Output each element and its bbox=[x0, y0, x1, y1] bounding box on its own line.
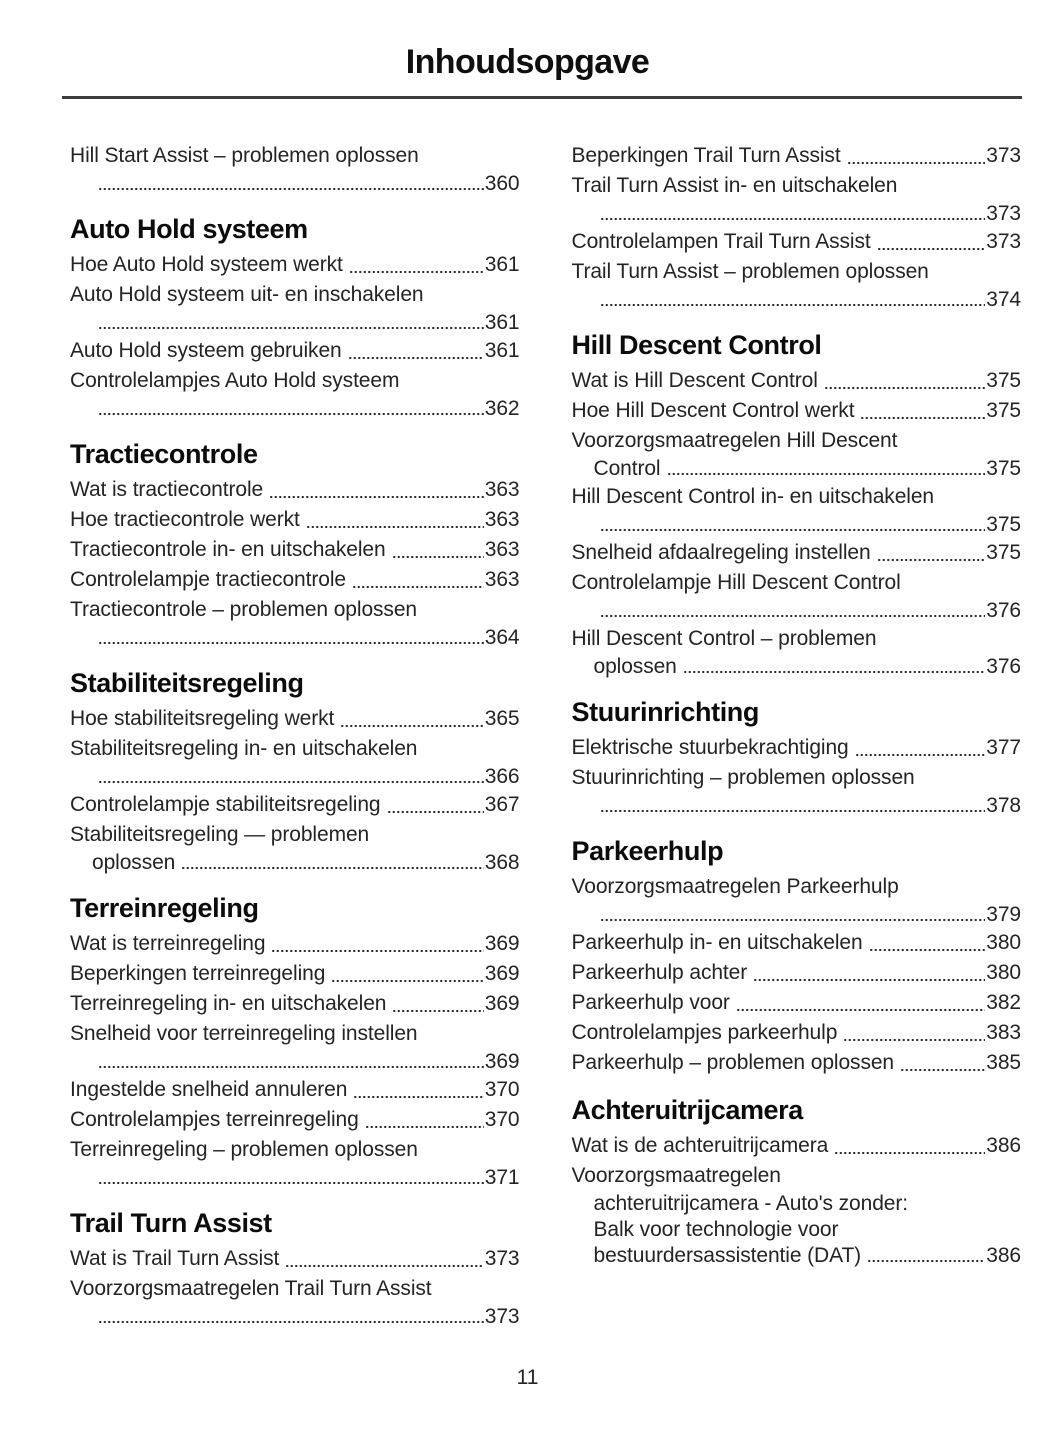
entry-text-line: Stuurinrichting – problemen oplossen bbox=[571, 766, 915, 789]
toc-entry bbox=[572, 624, 1022, 680]
entry-dotted-line bbox=[70, 704, 520, 734]
entry-dotted-line bbox=[70, 625, 520, 651]
leader-dots bbox=[667, 471, 986, 477]
entry-text: Parkeerhulp achter bbox=[571, 961, 748, 984]
entry-page-number: 363 bbox=[484, 508, 520, 531]
entry-page-number: 375 bbox=[986, 541, 1021, 564]
entry-text-line: Terreinregeling – problemen oplossen bbox=[70, 1138, 418, 1161]
entry-page-number: 363 bbox=[484, 538, 520, 561]
leader-dots bbox=[269, 494, 484, 500]
entry-text-line: Voorzorgsmaatregelen Parkeerhulp bbox=[571, 875, 899, 898]
entry-text: Controlelampje tractiecontrole bbox=[70, 568, 346, 591]
entry-text: Hoe tractiecontrole werkt bbox=[70, 508, 300, 531]
entry-text: Hoe stabiliteitsregeling werkt bbox=[70, 707, 335, 730]
leader-dots bbox=[98, 779, 484, 785]
toc-entry bbox=[572, 733, 1022, 763]
entry-dotted-line bbox=[572, 1243, 1022, 1269]
toc-entry bbox=[70, 820, 520, 876]
entry-page-number: 366 bbox=[484, 765, 520, 788]
entry-text-line: achteruitrijcamera - Auto's zonder: bbox=[593, 1192, 908, 1215]
entry-text: Elektrische stuurbekrachtiging bbox=[571, 736, 849, 759]
entry-dotted-line bbox=[70, 1049, 520, 1075]
entry-dotted-line bbox=[572, 733, 1022, 763]
leader-dots bbox=[98, 640, 484, 646]
entry-page-number: 373 bbox=[986, 144, 1021, 167]
leader-dots bbox=[600, 917, 986, 923]
toc-section bbox=[572, 328, 1022, 680]
toc-entry bbox=[70, 1075, 520, 1105]
leader-dots bbox=[349, 269, 484, 275]
leader-dots bbox=[98, 1180, 484, 1186]
toc-entry bbox=[572, 538, 1022, 568]
entry-text-line: Hill Descent Control – problemen bbox=[571, 627, 877, 650]
entry-dotted-line bbox=[70, 1105, 520, 1135]
entry-page-number: 365 bbox=[484, 707, 520, 730]
entry-page-number: 361 bbox=[484, 253, 520, 276]
leader-dots bbox=[683, 669, 985, 675]
leader-dots bbox=[847, 160, 986, 166]
toc-entry bbox=[572, 763, 1022, 819]
entry-dotted-line bbox=[572, 1018, 1022, 1048]
leader-dots bbox=[331, 978, 483, 984]
leader-dots bbox=[98, 1064, 484, 1070]
entry-page-number: 370 bbox=[484, 1108, 520, 1131]
section-heading: Hill Descent Control bbox=[571, 330, 822, 360]
toc-entry bbox=[572, 426, 1022, 482]
entry-dotted-line bbox=[70, 1304, 520, 1330]
entry-text: Wat is de achteruitrijcamera bbox=[571, 1134, 829, 1157]
entry-dotted-line bbox=[572, 287, 1022, 313]
toc-entry bbox=[70, 734, 520, 790]
toc-section bbox=[70, 1206, 520, 1330]
entry-dotted-line bbox=[70, 336, 520, 366]
entry-text-line: Voorzorgsmaatregelen bbox=[571, 1164, 781, 1187]
entry-dotted-line bbox=[70, 1075, 520, 1105]
toc-entry bbox=[572, 396, 1022, 426]
leader-dots bbox=[340, 723, 483, 729]
entry-page-number: 375 bbox=[986, 399, 1021, 422]
toc-entry bbox=[572, 568, 1022, 624]
toc-entry bbox=[572, 1161, 1022, 1269]
entry-page-number: 373 bbox=[484, 1247, 520, 1270]
leader-dots bbox=[600, 808, 986, 814]
entry-dotted-line bbox=[572, 902, 1022, 928]
entry-text: Beperkingen Trail Turn Assist bbox=[571, 144, 841, 167]
entry-text: Wat is Trail Turn Assist bbox=[70, 1247, 280, 1270]
entry-text-line: Voorzorgsmaatregelen Hill Descent bbox=[571, 429, 898, 452]
entry-page-number: 375 bbox=[986, 369, 1021, 392]
toc-section bbox=[70, 891, 520, 1191]
entry-text: Controlelampjes parkeerhulp bbox=[571, 1021, 838, 1044]
entry-dotted-line bbox=[70, 250, 520, 280]
toc-entry bbox=[70, 989, 520, 1019]
toc-entry bbox=[70, 790, 520, 820]
toc-section bbox=[70, 437, 520, 651]
toc-entry bbox=[572, 1048, 1022, 1078]
entry-dotted-line bbox=[70, 764, 520, 790]
leader-dots bbox=[271, 948, 483, 954]
section-heading: Achteruitrijcamera bbox=[571, 1095, 803, 1125]
entry-text-line: Balk voor technologie voor bbox=[593, 1218, 839, 1241]
entry-dotted-line bbox=[572, 366, 1022, 396]
toc-section bbox=[572, 695, 1022, 819]
entry-text-line: Tractiecontrole – problemen oplossen bbox=[70, 598, 417, 621]
toc-section bbox=[70, 212, 520, 422]
entry-page-number: 360 bbox=[484, 172, 520, 195]
entry-dotted-line bbox=[572, 227, 1022, 257]
entry-text: Beperkingen terreinregeling bbox=[70, 962, 326, 985]
section-heading: Trail Turn Assist bbox=[70, 1208, 272, 1238]
entry-page-number: 363 bbox=[484, 568, 520, 591]
toc-entry bbox=[70, 1019, 520, 1075]
leader-dots bbox=[98, 411, 484, 417]
leader-dots bbox=[877, 557, 986, 563]
toc-entry bbox=[70, 1244, 520, 1274]
entry-dotted-line bbox=[70, 989, 520, 1019]
toc-entry bbox=[70, 1135, 520, 1191]
leader-dots bbox=[353, 1094, 483, 1100]
entry-page-number: 380 bbox=[986, 931, 1021, 954]
entry-text: Ingestelde snelheid annuleren bbox=[70, 1078, 348, 1101]
entry-dotted-line bbox=[70, 1165, 520, 1191]
entry-page-number: 386 bbox=[986, 1244, 1021, 1267]
entry-page-number: 374 bbox=[986, 288, 1021, 311]
toc-section bbox=[572, 834, 1022, 1078]
leader-dots bbox=[387, 809, 484, 815]
entry-dotted-line bbox=[70, 790, 520, 820]
toc-entry bbox=[572, 171, 1022, 227]
entry-text: Tractiecontrole in- en uitschakelen bbox=[70, 538, 386, 561]
entry-page-number: 375 bbox=[986, 513, 1021, 536]
leader-dots bbox=[877, 246, 986, 252]
page-number: 11 bbox=[516, 1366, 539, 1389]
entry-page-number: 369 bbox=[484, 962, 520, 985]
toc-entry bbox=[572, 482, 1022, 538]
leader-dots bbox=[392, 554, 484, 560]
entry-text: Snelheid afdaalregeling instellen bbox=[571, 541, 871, 564]
entry-text-line: Trail Turn Assist – problemen oplossen bbox=[571, 260, 929, 283]
leader-dots bbox=[181, 865, 483, 871]
leader-dots bbox=[600, 302, 986, 308]
entry-dotted-line bbox=[70, 1244, 520, 1274]
entry-dotted-line bbox=[572, 958, 1022, 988]
toc-entry bbox=[572, 257, 1022, 313]
entry-text-line: Voorzorgsmaatregelen Trail Turn Assist bbox=[70, 1277, 432, 1300]
toc-section bbox=[70, 666, 520, 876]
entry-dotted-line bbox=[70, 565, 520, 595]
toc-entry bbox=[70, 1105, 520, 1135]
toc-entry bbox=[572, 1131, 1022, 1161]
toc-section bbox=[70, 141, 520, 197]
entry-text: Terreinregeling in- en uitschakelen bbox=[70, 992, 387, 1015]
entry-dotted-line bbox=[572, 928, 1022, 958]
entry-page-number: 376 bbox=[986, 599, 1021, 622]
section-heading: Stabiliteitsregeling bbox=[70, 668, 304, 698]
toc-entry bbox=[572, 928, 1022, 958]
entry-page-number: 376 bbox=[986, 655, 1021, 678]
leader-dots bbox=[867, 1258, 985, 1264]
entry-page-number: 369 bbox=[484, 1050, 520, 1073]
entry-dotted-line bbox=[572, 793, 1022, 819]
toc-entry bbox=[70, 959, 520, 989]
entry-dotted-line bbox=[572, 1131, 1022, 1161]
entry-page-number: 386 bbox=[986, 1134, 1021, 1157]
entry-page-number: 361 bbox=[484, 339, 520, 362]
entry-dotted-line bbox=[572, 654, 1022, 680]
entry-text: Controlelampje stabiliteitsregeling bbox=[70, 793, 381, 816]
leader-dots bbox=[753, 977, 985, 983]
leader-dots bbox=[600, 527, 986, 533]
toc-entry bbox=[70, 475, 520, 505]
toc-entry bbox=[70, 704, 520, 734]
entry-text: oplossen bbox=[593, 655, 677, 678]
entry-page-number: 385 bbox=[986, 1051, 1021, 1074]
leader-dots bbox=[860, 415, 985, 421]
toc-entry bbox=[572, 988, 1022, 1018]
leader-dots bbox=[843, 1037, 985, 1043]
leader-dots bbox=[306, 524, 484, 530]
entry-text: Parkeerhulp – problemen oplossen bbox=[571, 1051, 895, 1074]
toc-entry bbox=[572, 227, 1022, 257]
entry-dotted-line bbox=[70, 396, 520, 422]
entry-page-number: 369 bbox=[484, 992, 520, 1015]
entry-dotted-line bbox=[572, 538, 1022, 568]
entry-page-number: 370 bbox=[484, 1078, 520, 1101]
entry-dotted-line bbox=[572, 512, 1022, 538]
entry-page-number: 369 bbox=[484, 932, 520, 955]
page-title: Inhoudsopgave bbox=[405, 43, 650, 81]
entry-text: Controlelampjes terreinregeling bbox=[70, 1108, 359, 1131]
entry-text-line: Trail Turn Assist in- en uitschakelen bbox=[571, 174, 898, 197]
section-heading: Stuurinrichting bbox=[571, 697, 759, 727]
entry-dotted-line bbox=[572, 598, 1022, 624]
entry-text: oplossen bbox=[92, 851, 176, 874]
leader-dots bbox=[98, 186, 484, 192]
toc-entry bbox=[572, 958, 1022, 988]
toc-column-left bbox=[70, 141, 520, 1330]
entry-dotted-line bbox=[70, 310, 520, 336]
entry-dotted-line bbox=[70, 929, 520, 959]
entry-dotted-line bbox=[70, 171, 520, 197]
toc-entry bbox=[572, 141, 1022, 171]
leader-dots bbox=[348, 355, 484, 361]
entry-dotted-line bbox=[572, 201, 1022, 227]
toc-entry bbox=[572, 1018, 1022, 1048]
section-heading: Terreinregeling bbox=[70, 893, 259, 923]
entry-page-number: 367 bbox=[484, 793, 520, 816]
entry-page-number: 371 bbox=[484, 1166, 520, 1189]
entry-dotted-line bbox=[70, 535, 520, 565]
leader-dots bbox=[834, 1150, 985, 1156]
entry-dotted-line bbox=[70, 959, 520, 989]
entry-text: Control bbox=[593, 457, 661, 480]
toc-entry bbox=[70, 505, 520, 535]
leader-dots bbox=[600, 613, 986, 619]
entry-page-number: 382 bbox=[986, 991, 1021, 1014]
toc-entry bbox=[70, 565, 520, 595]
toc-entry bbox=[70, 141, 520, 197]
toc-entry bbox=[70, 535, 520, 565]
entry-text: Wat is terreinregeling bbox=[70, 932, 266, 955]
toc-section bbox=[572, 1093, 1022, 1269]
entry-text: bestuurdersassistentie (DAT) bbox=[593, 1244, 862, 1267]
leader-dots bbox=[98, 1319, 484, 1325]
leader-dots bbox=[900, 1067, 985, 1073]
section-heading: Tractiecontrole bbox=[70, 439, 258, 469]
entry-page-number: 377 bbox=[986, 736, 1021, 759]
toc-entry bbox=[70, 250, 520, 280]
toc-entry bbox=[572, 872, 1022, 928]
entry-dotted-line bbox=[572, 1048, 1022, 1078]
title-divider bbox=[62, 96, 1022, 99]
toc-entry bbox=[70, 595, 520, 651]
toc-section bbox=[572, 141, 1022, 313]
entry-page-number: 363 bbox=[484, 478, 520, 501]
section-heading: Parkeerhulp bbox=[571, 836, 724, 866]
toc-entry bbox=[70, 366, 520, 422]
entry-text-line: Controlelampjes Auto Hold systeem bbox=[70, 369, 400, 392]
entry-dotted-line bbox=[572, 396, 1022, 426]
entry-text: Parkeerhulp voor bbox=[571, 991, 730, 1014]
entry-page-number: 378 bbox=[986, 794, 1021, 817]
entry-dotted-line bbox=[70, 505, 520, 535]
entry-dotted-line bbox=[572, 988, 1022, 1018]
entry-dotted-line bbox=[70, 475, 520, 505]
entry-text-line: Snelheid voor terreinregeling instellen bbox=[70, 1022, 418, 1045]
toc-entry bbox=[70, 1274, 520, 1330]
entry-page-number: 373 bbox=[986, 202, 1021, 225]
toc-entry bbox=[70, 336, 520, 366]
entry-text-line: Stabiliteitsregeling in- en uitschakelen bbox=[70, 737, 418, 760]
toc-column-right bbox=[572, 141, 1022, 1330]
leader-dots bbox=[869, 947, 986, 953]
entry-text: Hoe Auto Hold systeem werkt bbox=[70, 253, 343, 276]
entry-page-number: 383 bbox=[986, 1021, 1021, 1044]
entry-page-number: 368 bbox=[484, 851, 520, 874]
entry-text: Controlelampen Trail Turn Assist bbox=[571, 230, 871, 253]
entry-text: Wat is tractiecontrole bbox=[70, 478, 264, 501]
entry-page-number: 362 bbox=[484, 397, 520, 420]
entry-text: Parkeerhulp in- en uitschakelen bbox=[571, 931, 863, 954]
entry-page-number: 375 bbox=[986, 457, 1021, 480]
entry-page-number: 380 bbox=[986, 961, 1021, 984]
leader-dots bbox=[855, 752, 986, 758]
entry-page-number: 361 bbox=[484, 311, 520, 334]
leader-dots bbox=[600, 216, 986, 222]
entry-page-number: 373 bbox=[986, 230, 1021, 253]
entry-dotted-line bbox=[572, 141, 1022, 171]
entry-page-number: 379 bbox=[986, 903, 1021, 926]
leader-dots bbox=[285, 1263, 484, 1269]
toc-columns bbox=[70, 141, 1021, 1330]
leader-dots bbox=[365, 1124, 484, 1130]
entry-text-line: Auto Hold systeem uit- en inschakelen bbox=[70, 283, 424, 306]
entry-text: Hoe Hill Descent Control werkt bbox=[571, 399, 855, 422]
entry-page-number: 373 bbox=[484, 1305, 520, 1328]
toc-entry bbox=[572, 366, 1022, 396]
entry-dotted-line bbox=[572, 456, 1022, 482]
leader-dots bbox=[824, 385, 985, 391]
entry-text-line: Controlelampje Hill Descent Control bbox=[571, 571, 901, 594]
toc-entry bbox=[70, 280, 520, 336]
entry-text-line: Hill Descent Control in- en uitschakelen bbox=[571, 485, 935, 508]
entry-text-line: Stabiliteitsregeling — problemen bbox=[70, 823, 370, 846]
entry-text: Auto Hold systeem gebruiken bbox=[70, 339, 342, 362]
leader-dots bbox=[352, 584, 484, 590]
leader-dots bbox=[736, 1007, 985, 1013]
entry-text: Wat is Hill Descent Control bbox=[571, 369, 818, 392]
toc-entry bbox=[70, 929, 520, 959]
entry-dotted-line bbox=[70, 850, 520, 876]
entry-page-number: 364 bbox=[484, 626, 520, 649]
leader-dots bbox=[392, 1008, 483, 1014]
leader-dots bbox=[98, 325, 484, 331]
entry-text-line: Hill Start Assist – problemen oplossen bbox=[70, 144, 419, 167]
section-heading: Auto Hold systeem bbox=[70, 214, 308, 244]
